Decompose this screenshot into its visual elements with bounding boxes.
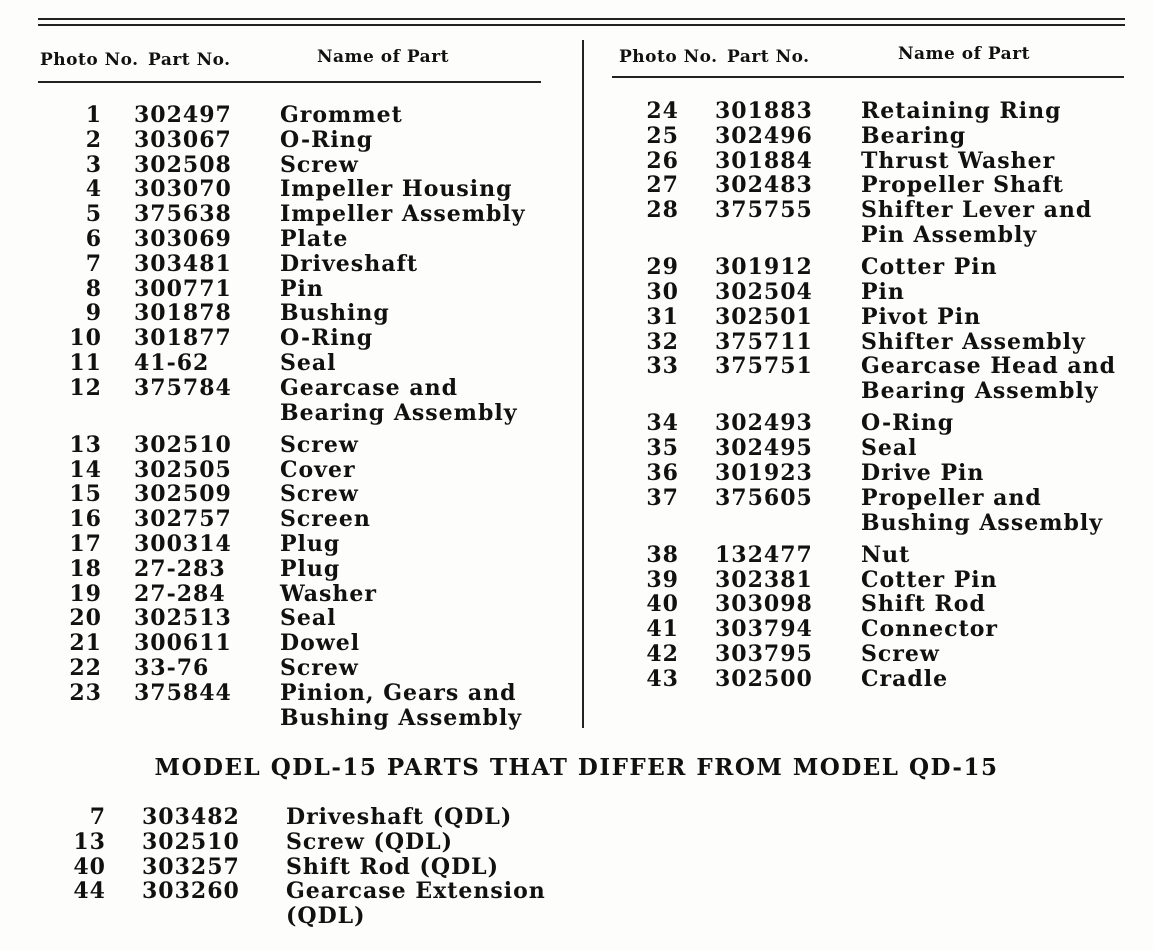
part-number: 300611: [134, 630, 232, 657]
part-name: Seal: [280, 349, 337, 376]
photo-number: 38: [646, 541, 679, 568]
part-number: 375711: [715, 328, 813, 355]
photo-number: 11: [69, 349, 102, 376]
part-name: Screw (QDL): [286, 828, 453, 855]
part-name: Pinion, Gears and Bushing Assembly: [280, 679, 523, 731]
photo-number: 28: [646, 197, 679, 224]
part-number: 302505: [134, 456, 232, 483]
part-name: Impeller Assembly: [280, 201, 526, 228]
part-name: Pin: [280, 275, 324, 302]
table-row: [62, 805, 562, 830]
photo-number: 15: [69, 481, 102, 508]
part-number: 375638: [134, 201, 232, 228]
part-name: Washer: [280, 580, 378, 607]
photo-number: 29: [646, 254, 679, 281]
table-row: [58, 656, 558, 681]
photo-number: 2: [85, 126, 102, 153]
part-number: 302495: [715, 435, 813, 462]
part-name: Screw: [280, 151, 359, 178]
photo-number: 16: [69, 506, 102, 533]
photo-number: 19: [69, 580, 102, 607]
photo-number: 20: [69, 605, 102, 632]
part-number: 303481: [134, 250, 232, 277]
part-number: 303795: [715, 640, 813, 667]
part-name: Shifter Lever and Pin Assembly: [861, 197, 1093, 248]
part-number: 301877: [134, 325, 232, 352]
part-number: 302381: [715, 566, 813, 593]
part-number: 302500: [715, 665, 813, 692]
part-number: 27-283: [134, 555, 226, 582]
table-row: [635, 486, 1145, 543]
part-number: 302493: [715, 410, 813, 437]
part-number: 302510: [134, 431, 232, 458]
table-row: [635, 568, 1145, 593]
part-name: Screw: [280, 654, 359, 681]
part-name: Grommet: [280, 102, 403, 128]
part-number: 301878: [134, 300, 232, 327]
part-number: 302513: [134, 605, 232, 632]
part-name: Propeller Shaft: [861, 172, 1064, 199]
part-number: 302508: [134, 151, 232, 178]
left-parts-table: [58, 103, 558, 738]
part-name: Driveshaft: [280, 250, 419, 277]
table-row: [58, 482, 558, 507]
photo-number: 23: [69, 679, 102, 706]
part-name: Impeller Housing: [280, 176, 513, 203]
photo-number: 31: [646, 303, 679, 330]
photo-number: 22: [69, 654, 102, 681]
part-name: Driveshaft (QDL): [286, 804, 513, 830]
table-row: [58, 103, 558, 128]
photo-number: 12: [69, 374, 102, 401]
photo-number: 32: [646, 328, 679, 355]
part-number: 303260: [142, 878, 240, 905]
part-number: 302483: [715, 172, 813, 199]
table-row: [635, 255, 1145, 280]
part-number: 375605: [715, 484, 813, 511]
part-number: 303482: [142, 804, 240, 830]
photo-number: 9: [85, 300, 102, 327]
table-row: [635, 173, 1145, 198]
table-row: [635, 124, 1145, 149]
table-row: [58, 227, 558, 252]
table-row: [58, 557, 558, 582]
left-header-rule: [38, 81, 541, 83]
table-row: [58, 606, 558, 631]
photo-number: 39: [646, 566, 679, 593]
photo-number: 36: [646, 459, 679, 486]
table-row: [58, 532, 558, 557]
table-row: [635, 436, 1145, 461]
table-row: [62, 855, 562, 880]
photo-number: 5: [85, 201, 102, 228]
table-row: [635, 461, 1145, 486]
table-row: [58, 326, 558, 351]
part-name: O-Ring: [280, 126, 374, 153]
table-row: [58, 177, 558, 202]
part-number: 132477: [715, 541, 813, 568]
photo-number: 34: [646, 410, 679, 437]
table-row: [635, 305, 1145, 330]
table-row: [58, 433, 558, 458]
part-number: 33-76: [134, 654, 210, 681]
part-number: 303067: [134, 126, 232, 153]
left-header-name-of-part: Name of Part: [317, 47, 449, 67]
table-row: [58, 252, 558, 277]
photo-number: 30: [646, 278, 679, 305]
part-number: 41-62: [134, 349, 210, 376]
part-number: 375784: [134, 374, 232, 401]
table-row: [635, 667, 1145, 692]
table-row: [58, 277, 558, 302]
part-name: O-Ring: [280, 325, 374, 352]
table-row: [635, 354, 1145, 411]
photo-number: 21: [69, 630, 102, 657]
table-row: [58, 153, 558, 178]
part-name: Shift Rod (QDL): [286, 853, 500, 880]
part-number: 302510: [142, 828, 240, 855]
part-name: Gearcase Extension (QDL): [286, 878, 546, 930]
part-name: O-Ring: [861, 410, 955, 437]
table-row: [635, 149, 1145, 174]
part-name: Dowel: [280, 630, 361, 657]
part-name: Shift Rod: [861, 591, 986, 618]
part-number: 375844: [134, 679, 232, 706]
part-number: 302509: [134, 481, 232, 508]
part-number: 375751: [715, 353, 813, 380]
photo-number: 43: [646, 665, 679, 692]
right-header-photo-no: Photo No.: [619, 47, 718, 67]
right-header-rule: [612, 76, 1124, 78]
table-row: [635, 280, 1145, 305]
table-row: [635, 198, 1145, 255]
photo-number: 8: [85, 275, 102, 302]
part-name: Bearing: [861, 122, 967, 149]
part-name: Cradle: [861, 665, 949, 692]
part-name: Pin: [861, 278, 905, 305]
part-number: 303069: [134, 225, 232, 252]
table-row: [58, 458, 558, 483]
part-number: 301884: [715, 147, 813, 174]
part-number: 303257: [142, 853, 240, 880]
part-name: Plug: [280, 530, 341, 557]
photo-number: 4: [85, 176, 102, 203]
table-row: [58, 582, 558, 607]
part-number: 300314: [134, 530, 232, 557]
table-row: [58, 351, 558, 376]
table-row: [635, 411, 1145, 436]
table-row: [58, 376, 558, 433]
photo-number: 14: [69, 456, 102, 483]
left-header-part-no: Part No.: [148, 50, 231, 70]
part-number: 302504: [715, 278, 813, 305]
right-header-part-no: Part No.: [727, 47, 810, 67]
table-row: [62, 830, 562, 855]
table-row: [635, 642, 1145, 667]
part-name: Screw: [280, 481, 359, 508]
part-name: Propeller and Bushing Assembly: [861, 484, 1104, 536]
photo-number: 40: [646, 591, 679, 618]
part-name: Plug: [280, 555, 341, 582]
part-name: Gearcase Head and Bearing Assembly: [861, 353, 1117, 405]
part-number: 303794: [715, 616, 813, 643]
table-row: [635, 592, 1145, 617]
part-number: 301912: [715, 254, 813, 281]
part-number: 303098: [715, 591, 813, 618]
table-row: [58, 202, 558, 227]
photo-number: 25: [646, 122, 679, 149]
part-number: 27-284: [134, 580, 226, 607]
photo-number: 1: [85, 102, 102, 128]
left-header-photo-no: Photo No.: [40, 50, 139, 70]
part-number: 302757: [134, 506, 232, 533]
part-number: 302501: [715, 303, 813, 330]
photo-number: 26: [646, 147, 679, 174]
right-parts-table: [635, 99, 1145, 692]
table-row: [635, 543, 1145, 568]
photo-number: 17: [69, 530, 102, 557]
photo-number: 27: [646, 172, 679, 199]
photo-number: 13: [69, 431, 102, 458]
part-name: Cotter Pin: [861, 254, 998, 281]
part-name: Connector: [861, 616, 998, 643]
photo-number: 42: [646, 640, 679, 667]
part-name: Cover: [280, 456, 356, 483]
column-divider: [582, 40, 584, 728]
photo-number: 10: [69, 325, 102, 352]
photo-number: 44: [73, 878, 106, 905]
table-row: [635, 617, 1145, 642]
part-name: Thrust Washer: [861, 147, 1056, 174]
part-number: 303070: [134, 176, 232, 203]
table-row: [635, 330, 1145, 355]
table-row: [58, 128, 558, 153]
photo-number: 24: [646, 98, 679, 124]
photo-number: 41: [646, 616, 679, 643]
part-name: Screen: [280, 506, 371, 533]
part-name: Seal: [280, 605, 337, 632]
qdl-parts-table: [62, 805, 562, 936]
photo-number: 33: [646, 353, 679, 380]
part-name: Plate: [280, 225, 349, 252]
table-row: [58, 631, 558, 656]
table-row: [58, 301, 558, 326]
table-row: [58, 507, 558, 532]
top-rule-1: [38, 18, 1125, 20]
part-name: Screw: [280, 431, 359, 458]
photo-number: 3: [85, 151, 102, 178]
part-name: Retaining Ring: [861, 98, 1062, 124]
photo-number: 18: [69, 555, 102, 582]
part-name: Drive Pin: [861, 459, 985, 486]
part-number: 301883: [715, 98, 813, 124]
part-name: Screw: [861, 640, 940, 667]
part-name: Cotter Pin: [861, 566, 998, 593]
photo-number: 7: [85, 250, 102, 277]
right-header-name-of-part: Name of Part: [898, 44, 1030, 64]
part-name: Pivot Pin: [861, 303, 982, 330]
part-number: 375755: [715, 197, 813, 224]
top-rule-2: [38, 24, 1125, 26]
qdl-section-title: MODEL QDL-15 PARTS THAT DIFFER FROM MODEL QD-15: [154, 754, 999, 781]
part-number: 300771: [134, 275, 232, 302]
table-row: [58, 681, 558, 738]
part-name: Nut: [861, 541, 911, 568]
part-name: Bushing: [280, 300, 390, 327]
photo-number: 13: [73, 828, 106, 855]
part-name: Gearcase and Bearing Assembly: [280, 374, 518, 426]
photo-number: 40: [73, 853, 106, 880]
table-row: [635, 99, 1145, 124]
part-number: 302496: [715, 122, 813, 149]
part-number: 301923: [715, 459, 813, 486]
part-name: Seal: [861, 435, 918, 462]
photo-number: 37: [646, 484, 679, 511]
part-name: Shifter Assembly: [861, 328, 1086, 355]
photo-number: 6: [85, 225, 102, 252]
photo-number: 35: [646, 435, 679, 462]
photo-number: 7: [89, 804, 106, 830]
table-row: [62, 879, 562, 936]
part-number: 302497: [134, 102, 232, 128]
